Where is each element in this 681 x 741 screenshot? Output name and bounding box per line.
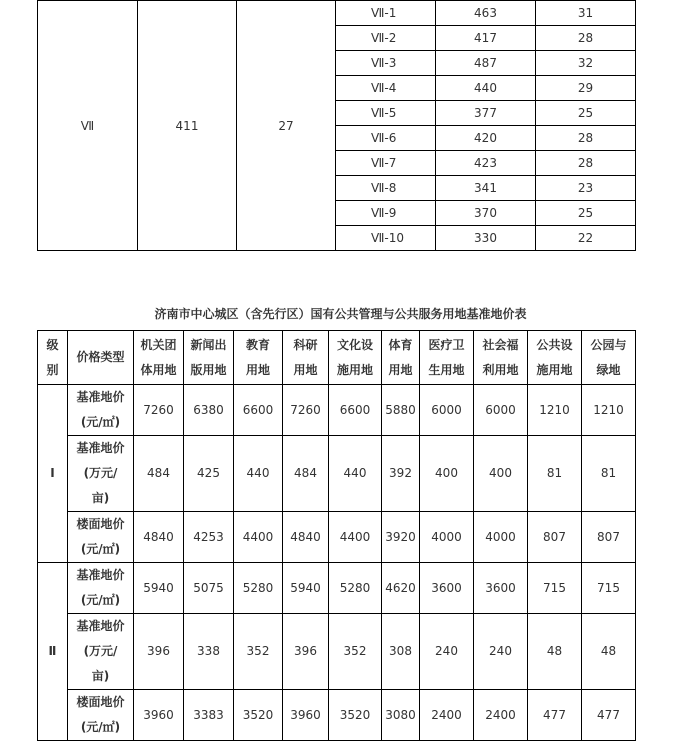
price-value-cell: 5940 [283,563,329,614]
subzone-value-b-cell: 28 [536,126,636,151]
price-value-cell: 352 [234,614,283,690]
price-value-cell: 3920 [382,512,420,563]
price-value-cell: 6600 [329,385,382,436]
subzone-value-a-cell: 370 [436,201,536,226]
price-value-cell: 7260 [283,385,329,436]
price-value-cell: 3600 [420,563,474,614]
cell-line: 施用地 [536,362,573,377]
cell-line: 亩) [91,491,110,505]
price-type-cell [68,563,134,614]
cell-line: 机关团 [140,337,177,352]
cell-line: 体育 [388,337,413,352]
price-value-cell: 3960 [283,690,329,741]
cell-line: 教育 [245,337,270,352]
price-value-cell: 4620 [382,563,420,614]
cell-line: 楼面地价 [76,695,125,709]
cell-line: 用地 [388,362,413,377]
price-value-cell: 1210 [528,385,582,436]
price-value-cell: 4400 [329,512,382,563]
price-value-cell: 400 [420,436,474,512]
cell-line: 体用地 [140,362,177,377]
price-value-cell: 308 [382,614,420,690]
price-value-cell: 440 [234,436,283,512]
price-value-cell: 2400 [474,690,528,741]
subzone-value-b-cell: 29 [536,76,636,101]
subzone-value-b-cell: 22 [536,226,636,251]
subzone-value-b-cell: 28 [536,151,636,176]
cell-line: (万元/ [83,644,118,658]
price-value-cell: 6000 [474,385,528,436]
price-value-cell: 715 [528,563,582,614]
benchmark-land-price-table [37,330,636,741]
price-value-cell: 3520 [329,690,382,741]
price-type-cell [68,614,134,690]
cell-line: 用地 [293,362,318,377]
price-value-cell: 440 [329,436,382,512]
header-price-type: 价格类型 [68,331,134,385]
price-value-cell: 715 [582,563,636,614]
header-column [382,331,420,385]
price-value-cell: 392 [382,436,420,512]
subzone-cell: Ⅶ-3 [336,51,436,76]
cell-line: 绿地 [596,362,621,377]
price-value-cell: 3520 [234,690,283,741]
header-column [184,331,234,385]
group-value-b-cell: 27 [237,1,336,251]
subzone-cell: Ⅶ-2 [336,26,436,51]
table-row [38,385,636,436]
subzone-cell: Ⅶ-7 [336,151,436,176]
level-cell: Ⅱ [38,563,68,741]
cell-line: 级 [46,337,59,352]
subzone-cell: Ⅶ-10 [336,226,436,251]
table-row [38,1,636,26]
subzone-value-a-cell: 377 [436,101,536,126]
cell-line: 用地 [245,362,270,377]
group-label-cell: Ⅶ [38,1,138,251]
price-value-cell: 338 [184,614,234,690]
cell-line: 生用地 [428,362,465,377]
cell-line: 基准地价 [76,568,125,582]
price-value-cell: 3080 [382,690,420,741]
cell-line: 利用地 [482,362,519,377]
header-column [283,331,329,385]
price-value-cell: 396 [134,614,184,690]
price-value-cell: 5075 [184,563,234,614]
table-row [38,690,636,741]
cell-line: 别 [46,362,59,377]
subzone-value-a-cell: 417 [436,26,536,51]
table-row [38,614,636,690]
price-value-cell: 5940 [134,563,184,614]
price-value-cell: 81 [582,436,636,512]
subzone-value-b-cell: 31 [536,1,636,26]
price-value-cell: 4000 [420,512,474,563]
price-value-cell: 5880 [382,385,420,436]
cell-line: (元/㎡) [80,415,121,429]
subzone-value-a-cell: 330 [436,226,536,251]
price-value-cell: 352 [329,614,382,690]
header-column [134,331,184,385]
cell-line: 亩) [91,669,110,683]
subzone-value-a-cell: 440 [436,76,536,101]
price-value-cell: 4000 [474,512,528,563]
price-value-cell: 425 [184,436,234,512]
cell-line: (元/㎡) [80,593,121,607]
price-value-cell: 1210 [582,385,636,436]
group-value-a-cell: 411 [138,1,237,251]
price-value-cell: 240 [420,614,474,690]
subzone-cell: Ⅶ-1 [336,1,436,26]
cell-line: 基准地价 [76,441,125,455]
price-value-cell: 4253 [184,512,234,563]
price-value-cell: 6380 [184,385,234,436]
header-column [329,331,382,385]
table-row [38,563,636,614]
table-caption: 济南市中心城区（含先行区）国有公共管理与公共服务用地基准地价表 [154,307,527,321]
table-row [38,512,636,563]
price-value-cell: 81 [528,436,582,512]
cell-line: 公园与 [590,337,627,352]
price-value-cell: 6000 [420,385,474,436]
header-column [234,331,283,385]
cell-line: 新闻出 [190,337,227,352]
level-cell: Ⅰ [38,385,68,563]
price-type-cell [68,512,134,563]
cell-line: (元/㎡) [80,720,121,734]
price-value-cell: 807 [528,512,582,563]
price-type-cell [68,436,134,512]
table-row [38,436,636,512]
cell-line: 科研 [293,337,318,352]
price-value-cell: 5280 [329,563,382,614]
subzone-value-b-cell: 25 [536,201,636,226]
cell-line: 公共设 [536,337,573,352]
price-value-cell: 48 [582,614,636,690]
price-value-cell: 240 [474,614,528,690]
price-value-cell: 807 [582,512,636,563]
price-value-cell: 477 [528,690,582,741]
subzone-value-a-cell: 420 [436,126,536,151]
price-subzone-table [37,0,636,251]
subzone-value-a-cell: 341 [436,176,536,201]
header-column [528,331,582,385]
subzone-cell: Ⅶ-5 [336,101,436,126]
subzone-cell: Ⅶ-6 [336,126,436,151]
cell-line: (元/㎡) [80,542,121,556]
cell-line: 基准地价 [76,390,125,404]
price-value-cell: 400 [474,436,528,512]
cell-line: 社会福 [482,337,519,352]
price-value-cell: 5280 [234,563,283,614]
cell-line: 楼面地价 [76,517,125,531]
subzone-value-a-cell: 423 [436,151,536,176]
subzone-value-b-cell: 23 [536,176,636,201]
subzone-value-b-cell: 25 [536,101,636,126]
price-value-cell: 396 [283,614,329,690]
subzone-cell: Ⅶ-9 [336,201,436,226]
price-value-cell: 2400 [420,690,474,741]
subzone-value-a-cell: 463 [436,1,536,26]
header-column [474,331,528,385]
price-value-cell: 7260 [134,385,184,436]
header-level [38,331,68,385]
cell-line: 文化设 [336,337,373,352]
price-value-cell: 477 [582,690,636,741]
price-value-cell: 484 [283,436,329,512]
cell-line: (万元/ [83,466,118,480]
subzone-value-a-cell: 487 [436,51,536,76]
header-column [420,331,474,385]
cell-line: 版用地 [190,362,227,377]
price-value-cell: 484 [134,436,184,512]
subzone-value-b-cell: 32 [536,51,636,76]
header-column [582,331,636,385]
price-type-cell [68,385,134,436]
cell-line: 基准地价 [76,619,125,633]
price-value-cell: 4400 [234,512,283,563]
subzone-cell: Ⅶ-4 [336,76,436,101]
cell-line: 施用地 [336,362,373,377]
price-value-cell: 6600 [234,385,283,436]
cell-line: 医疗卫 [428,337,465,352]
price-value-cell: 3960 [134,690,184,741]
header-row [38,331,636,385]
price-value-cell: 3600 [474,563,528,614]
price-value-cell: 4840 [283,512,329,563]
price-value-cell: 3383 [184,690,234,741]
price-value-cell: 48 [528,614,582,690]
subzone-value-b-cell: 28 [536,26,636,51]
price-type-cell [68,690,134,741]
subzone-cell: Ⅶ-8 [336,176,436,201]
price-value-cell: 4840 [134,512,184,563]
